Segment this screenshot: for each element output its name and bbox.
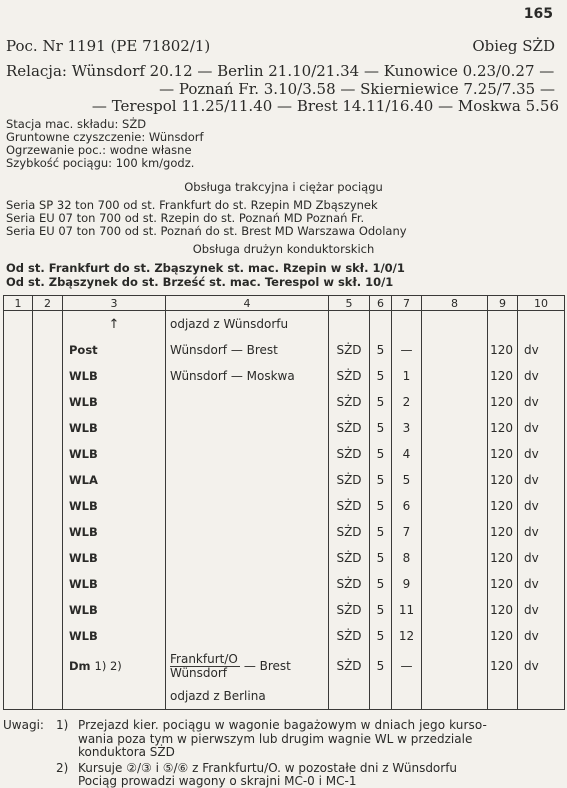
wagon-owner: SŻD <box>329 337 370 363</box>
col-8-cell <box>422 389 488 415</box>
info-line: Szybkość pociągu: 100 km/godz. <box>6 156 195 170</box>
wagon-route <box>166 415 329 441</box>
col-1-cell <box>4 545 33 571</box>
info-line: Stacja mac. składu: SŻD <box>6 117 147 131</box>
wagon-number: 2 <box>392 389 422 415</box>
info-line: Ogrzewanie poc.: wodne własne <box>6 143 192 157</box>
table-row <box>4 519 565 545</box>
traction-line: Seria EU 07 ton 700 od st. Rzepin do st. Poznań MD Poznań Fr. <box>6 211 365 225</box>
col-8-cell <box>422 467 488 493</box>
departure-note: odjazd z Berlina <box>166 683 329 710</box>
circulation-label: Obieg SŻD <box>472 37 555 55</box>
column-header: 1 <box>4 296 33 311</box>
table-row <box>4 467 565 493</box>
col-8-cell <box>422 415 488 441</box>
col-2-cell <box>33 415 63 441</box>
col-9-value: 120 <box>488 571 518 597</box>
wagon-owner: SŻD <box>329 597 370 623</box>
wagon-route: Wünsdorf — Moskwa <box>166 363 329 389</box>
col-2-cell <box>33 649 63 683</box>
col-6-value: 5 <box>370 415 392 441</box>
wagon-route <box>166 623 329 649</box>
col-10-value: dv <box>518 493 565 519</box>
col-9-value: 120 <box>488 363 518 389</box>
wagon-type: WLB <box>63 441 166 467</box>
wagon-owner: SŻD <box>329 441 370 467</box>
column-header: 8 <box>422 296 488 311</box>
wagon-owner: SŻD <box>329 649 370 683</box>
column-header: 9 <box>488 296 518 311</box>
col-6-value: 5 <box>370 389 392 415</box>
empty-cell <box>392 683 422 710</box>
col-1-cell <box>4 389 33 415</box>
col-8-cell <box>422 623 488 649</box>
route-destination: — Brest <box>243 659 291 673</box>
col-2-cell <box>33 363 63 389</box>
wagon-number: 6 <box>392 493 422 519</box>
table-row <box>4 363 565 389</box>
col-2-cell <box>33 467 63 493</box>
col-9-value: 120 <box>488 415 518 441</box>
departure-row-berlin <box>4 683 565 710</box>
wagon-owner: SŻD <box>329 389 370 415</box>
col-1-cell <box>4 363 33 389</box>
col-9-value: 120 <box>488 597 518 623</box>
col-9-value: 120 <box>488 441 518 467</box>
relation-line-3: — Terespol 11.25/11.40 — Brest 14.11/16.40 — Moskwa 5.56 <box>91 97 559 115</box>
wagon-owner: SŻD <box>329 519 370 545</box>
wagon-owner: SŻD <box>329 493 370 519</box>
col-1-cell <box>4 597 33 623</box>
col-2-cell <box>33 493 63 519</box>
empty-cell <box>63 683 166 710</box>
col-1-cell <box>4 519 33 545</box>
traction-line: Seria SP 32 ton 700 od st. Frankfurt do st. Rzepin MD Zbąszynek <box>6 198 378 212</box>
origin-top: Frankfurt/O <box>170 651 238 666</box>
route-origin-fraction <box>170 653 240 680</box>
table-row <box>4 623 565 649</box>
wagon-number: 7 <box>392 519 422 545</box>
col-9-value: 120 <box>488 467 518 493</box>
col-6-value: 5 <box>370 441 392 467</box>
col-9-value: 120 <box>488 337 518 363</box>
column-header: 6 <box>370 296 392 311</box>
col-1-cell <box>4 337 33 363</box>
wagon-route <box>166 545 329 571</box>
col-10-value: dv <box>518 467 565 493</box>
empty-cell <box>329 683 370 710</box>
col-1-cell <box>4 441 33 467</box>
column-header: 10 <box>518 296 565 311</box>
col-1-cell <box>4 623 33 649</box>
column-header: 3 <box>63 296 166 311</box>
col-6-value: 5 <box>370 493 392 519</box>
origin-bottom: Wünsdorf <box>170 665 228 680</box>
note-text: Pociąg prowadzi wagony o skrajni MC-0 i MC-1 <box>78 774 357 788</box>
wagon-route <box>166 571 329 597</box>
departure-note: odjazd z Wünsdorfu <box>166 311 329 338</box>
col-6-value: 5 <box>370 337 392 363</box>
wagon-owner: SŻD <box>329 571 370 597</box>
empty-cell <box>488 683 518 710</box>
wagon-number: — <box>392 649 422 683</box>
wagon-route <box>166 389 329 415</box>
col-10-value: dv <box>518 415 565 441</box>
col-2-cell <box>33 389 63 415</box>
col-1-cell <box>4 415 33 441</box>
col-6-value: 5 <box>370 363 392 389</box>
relation-line-1: Relacja: Wünsdorf 20.12 — Berlin 21.10/21.34 — Kunowice 0.23/0.27 — <box>6 62 555 80</box>
wagon-route: Wünsdorf — Brest <box>166 337 329 363</box>
col-1-cell <box>4 493 33 519</box>
wagon-number: — <box>392 337 422 363</box>
col-8-cell <box>422 519 488 545</box>
column-header: 7 <box>392 296 422 311</box>
col-9-value: 120 <box>488 493 518 519</box>
wagon-number: 8 <box>392 545 422 571</box>
col-8-cell <box>422 493 488 519</box>
wagon-type: WLB <box>63 389 166 415</box>
col-10-value: dv <box>518 441 565 467</box>
note-text: Przejazd kier. pociągu w wagonie bagażowym w dniach jego kurso- <box>78 718 487 732</box>
wagon-owner: SŻD <box>329 545 370 571</box>
wagon-route <box>166 441 329 467</box>
info-line: Gruntowne czyszczenie: Wünsdorf <box>6 130 204 144</box>
wagon-type: WLB <box>63 415 166 441</box>
col-1-cell <box>4 467 33 493</box>
col-6-value: 5 <box>370 519 392 545</box>
wagon-number: 12 <box>392 623 422 649</box>
col-9-value: 120 <box>488 389 518 415</box>
crew-line: Od st. Zbąszynek do st. Brześć st. mac. Terespol w skł. 10/1 <box>6 275 394 289</box>
traction-heading: Obsługa trakcyjna i ciężar pociągu <box>184 180 383 194</box>
table-row <box>4 545 565 571</box>
note-text: wania poza tym w pierwszym lub drugim wagnie WL w przedziale <box>78 732 473 746</box>
wagon-type: WLB <box>63 493 166 519</box>
col-8-cell <box>422 545 488 571</box>
consist-table <box>3 295 565 710</box>
table-row <box>4 415 565 441</box>
wagon-number: 3 <box>392 415 422 441</box>
table-row <box>4 441 565 467</box>
col-10-value: dv <box>518 389 565 415</box>
col-8-cell <box>422 441 488 467</box>
table-row <box>4 597 565 623</box>
crew-line: Od st. Frankfurt do st. Zbąszynek st. mac. Rzepin w skł. 1/0/1 <box>6 261 405 275</box>
wagon-number: 4 <box>392 441 422 467</box>
wagon-type: WLB <box>63 571 166 597</box>
col-8-cell <box>422 337 488 363</box>
empty-cell <box>422 683 488 710</box>
col-9-value: 120 <box>488 623 518 649</box>
col-8-cell <box>422 363 488 389</box>
col-10-value: dv <box>518 649 565 683</box>
col-6-value: 5 <box>370 623 392 649</box>
table-header-row <box>4 296 565 311</box>
wagon-type: WLB <box>63 363 166 389</box>
col-10-value: dv <box>518 571 565 597</box>
wagon-owner: SŻD <box>329 415 370 441</box>
col-8-cell <box>422 649 488 683</box>
column-header: 2 <box>33 296 63 311</box>
wagon-number: 5 <box>392 467 422 493</box>
col-10-value: dv <box>518 363 565 389</box>
col-9-value: 120 <box>488 649 518 683</box>
col-10-value: dv <box>518 597 565 623</box>
wagon-type: WLB <box>63 519 166 545</box>
col-6-value: 5 <box>370 467 392 493</box>
wagon-owner: SŻD <box>329 363 370 389</box>
table-row-dm <box>4 649 565 683</box>
wagon-type: WLB <box>63 545 166 571</box>
col-2-cell <box>33 571 63 597</box>
col-10-value: dv <box>518 623 565 649</box>
col-6-value: 5 <box>370 571 392 597</box>
note-text: konduktora SŻD <box>78 745 175 759</box>
traction-line: Seria EU 07 ton 700 od st. Poznań do st. Brest MD Warszawa Odolany <box>6 224 407 238</box>
column-header: 4 <box>166 296 329 311</box>
table-row <box>4 493 565 519</box>
departure-row <box>4 311 565 338</box>
empty-cell <box>370 683 392 710</box>
note-text: Kursuje ②/③ i ⑤/⑥ z Frankfurtu/O. w pozostałe dni z Wünsdorfu <box>78 761 458 775</box>
wagon-type: WLB <box>63 597 166 623</box>
table-row <box>4 571 565 597</box>
empty-cell <box>33 683 63 710</box>
note-number: 1) <box>56 718 69 732</box>
wagon-owner: SŻD <box>329 467 370 493</box>
col-8-cell <box>422 597 488 623</box>
col-2-cell <box>33 519 63 545</box>
col-2-cell <box>33 545 63 571</box>
up-arrow-icon: ↑ <box>63 311 166 338</box>
col-9-value: 120 <box>488 545 518 571</box>
col-2-cell <box>33 441 63 467</box>
wagon-type: WLB <box>63 623 166 649</box>
page-number: 165 <box>523 6 553 22</box>
col-8-cell <box>422 571 488 597</box>
wagon-route <box>166 493 329 519</box>
wagon-type: Dm <box>69 659 91 673</box>
col-6-value: 5 <box>370 597 392 623</box>
col-6-value: 5 <box>370 545 392 571</box>
table-row <box>4 337 565 363</box>
col-6-value: 5 <box>370 649 392 683</box>
wagon-type-cell <box>63 649 166 683</box>
crew-heading: Obsługa drużyn konduktorskich <box>192 242 375 256</box>
col-1-cell <box>4 571 33 597</box>
wagon-route-cell <box>166 649 329 683</box>
col-2-cell <box>33 623 63 649</box>
wagon-number: 9 <box>392 571 422 597</box>
notes-label: Uwagi: <box>3 718 44 732</box>
col-10-value: dv <box>518 519 565 545</box>
wagon-route <box>166 467 329 493</box>
wagon-number: 1 <box>392 363 422 389</box>
wagon-owner: SŻD <box>329 623 370 649</box>
col-2-cell <box>33 597 63 623</box>
col-9-value: 120 <box>488 519 518 545</box>
wagon-route <box>166 597 329 623</box>
column-header: 5 <box>329 296 370 311</box>
empty-cell <box>4 683 33 710</box>
empty-cell <box>518 683 565 710</box>
note-references: 1) 2) <box>94 659 122 673</box>
train-title: Poc. Nr 1191 (PE 71802/1) <box>6 37 211 55</box>
wagon-type: WLA <box>63 467 166 493</box>
wagon-type: Post <box>63 337 166 363</box>
col-10-value: dv <box>518 337 565 363</box>
col-1-cell <box>4 649 33 683</box>
relation-line-2: — Poznań Fr. 3.10/3.58 — Skierniewice 7.25/7.35 — <box>159 80 555 98</box>
wagon-route <box>166 519 329 545</box>
table-row <box>4 389 565 415</box>
col-2-cell <box>33 337 63 363</box>
col-10-value: dv <box>518 545 565 571</box>
wagon-number: 11 <box>392 597 422 623</box>
note-number: 2) <box>56 761 69 775</box>
